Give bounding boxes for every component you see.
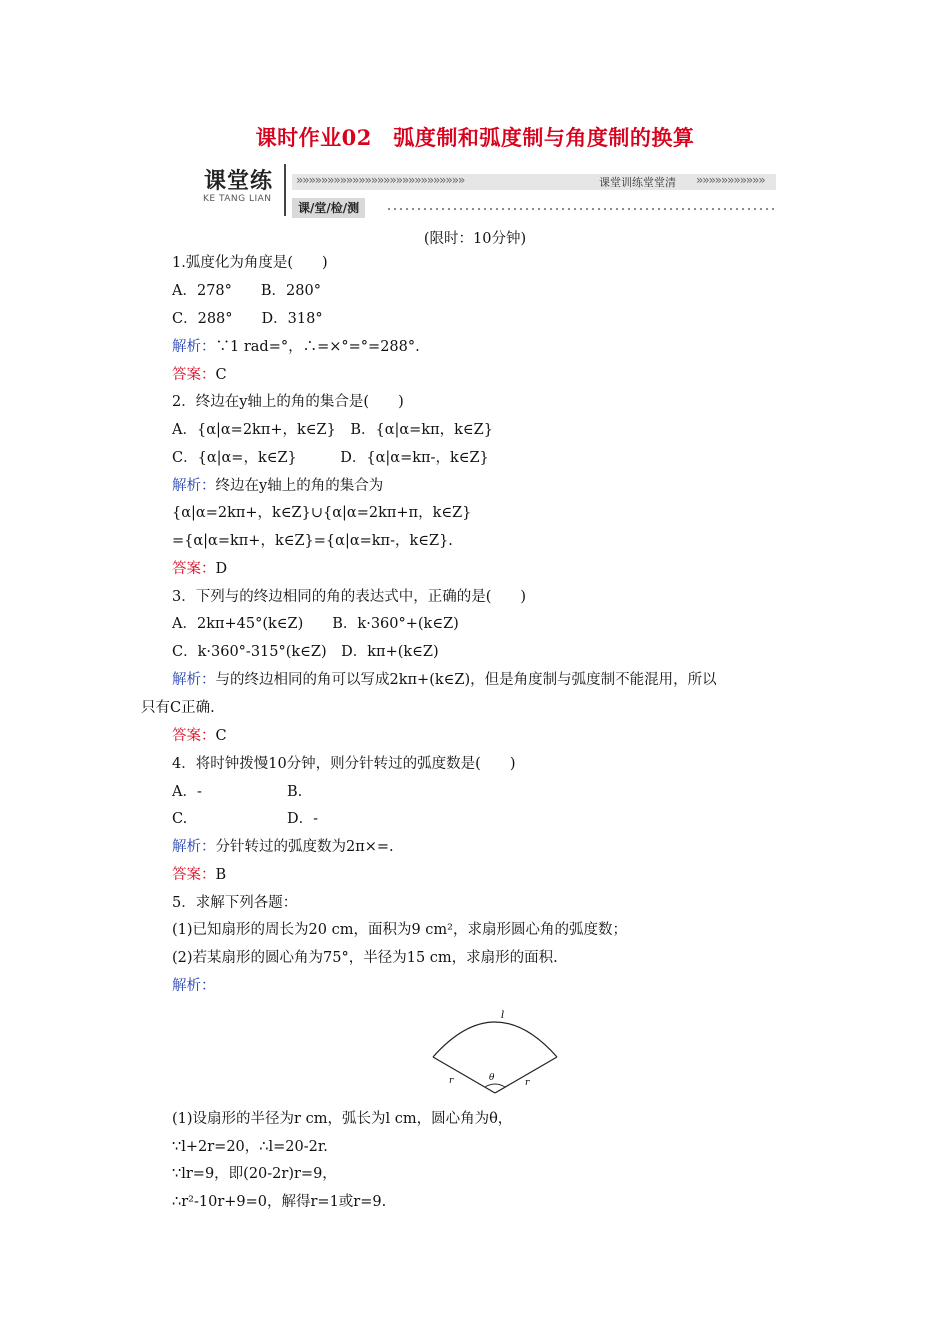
q3-options-cd: C．k·360°-315°(k∈Z) D．kπ+(k∈Z) [172, 644, 439, 660]
q1-answer [172, 365, 227, 385]
sector-right-label: r [525, 1078, 530, 1088]
q4-option-c: C. [172, 811, 188, 827]
banner-arrows-right: »»»»»»»»»»» [696, 173, 765, 187]
time-limit: (限时：10分钟) [423, 231, 527, 247]
banner-logo-sub: KE TANG LIAN [203, 194, 272, 204]
q2-analysis [172, 476, 383, 496]
q4-answer-value: B [215, 867, 227, 883]
q2-analysis-label: 解析： [172, 478, 216, 494]
q2-stem: 2．终边在y轴上的角的集合是( ) [172, 394, 404, 410]
sector-arc [433, 1022, 557, 1057]
q5-solution-1: (1)设扇形的半径为r cm，弧长为l cm，圆心角为θ， [172, 1111, 513, 1127]
q3-analysis-label: 解析： [172, 672, 216, 688]
q5-solution-4: ∴r²-10r+9=0，解得r=1或r=9. [172, 1194, 387, 1210]
q1-answer-value: C [215, 367, 227, 383]
sector-left-label: r [449, 1076, 454, 1086]
q4-option-d: D．- [287, 811, 319, 827]
section-banner [200, 162, 778, 220]
banner-dots [386, 206, 776, 212]
q3-answer [172, 726, 227, 746]
q1-options-ab: A．278° B．280° [172, 283, 321, 299]
q3-analysis-text-2: 只有C正确. [141, 700, 215, 716]
q1-analysis [172, 337, 420, 357]
q2-analysis-text-1: 终边在y轴上的角的集合为 [215, 478, 384, 494]
sector-radius-left [433, 1057, 495, 1093]
q2-analysis-text-2: {α|α=2kπ+，k∈Z}∪{α|α=2kπ+π，k∈Z} [172, 505, 472, 521]
q3-stem: 3．下列与的终边相同的角的表达式中，正确的是( ) [172, 589, 527, 605]
q5-stem: 5．求解下列各题： [172, 895, 298, 911]
q2-answer-value: D [215, 561, 228, 577]
q3-answer-value: C [215, 728, 227, 744]
sector-diagram [425, 1005, 565, 1095]
q4-analysis-label: 解析： [172, 839, 216, 855]
q1-analysis-text: ∵1 rad=°，∴=×°=°=288°. [215, 339, 420, 355]
q4-option-b: B. [287, 784, 303, 800]
sector-angle-label: θ [489, 1073, 495, 1083]
q4-analysis-text: 分针转过的弧度数为2π×=. [215, 839, 394, 855]
q1-analysis-label: 解析： [172, 339, 216, 355]
banner-arrows-left: »»»»»»»»»»»»»»»»»»»»»»»»»»» [296, 173, 465, 187]
q3-options-ab: A．2kπ+45°(k∈Z) B．k·360°+(k∈Z) [172, 616, 459, 632]
q4-answer-label: 答案： [172, 867, 216, 883]
banner-bottom-tab: 课/堂/检/测 [292, 198, 365, 218]
q2-answer [172, 559, 227, 579]
q5-solution-3: ∵lr=9，即(20-2r)r=9， [172, 1166, 337, 1182]
q1-answer-label: 答案： [172, 367, 216, 383]
q4-answer [172, 865, 226, 885]
banner-logo-main: 课堂练 [204, 169, 274, 194]
q2-answer-label: 答案： [172, 561, 216, 577]
q3-analysis [172, 670, 717, 690]
q4-analysis [172, 837, 394, 857]
q2-options-cd: C．{α|α=，k∈Z} D．{α|α=kπ-，k∈Z} [172, 450, 489, 466]
q2-analysis-text-3: ={α|α=kπ+，k∈Z}={α|α=kπ-，k∈Z}. [172, 533, 453, 549]
q1-stem: 1.弧度化为角度是( ) [172, 255, 328, 271]
q5-solution-2: ∵l+2r=20，∴l=20-2r. [172, 1139, 328, 1155]
q3-answer-label: 答案： [172, 728, 216, 744]
q1-options-cd: C．288° D．318° [172, 311, 323, 327]
q3-analysis-text-1: 与的终边相同的角可以写成2kπ+(k∈Z)，但是角度制与弧度制不能混用，所以 [215, 672, 717, 688]
banner-divider [284, 164, 286, 216]
page-title: 课时作业02 弧度制和弧度制与角度制的换算 [255, 125, 695, 150]
q5-part-1: (1)已知扇形的周长为20 cm，面积为9 cm²，求扇形圆心角的弧度数； [172, 922, 627, 938]
q4-stem: 4．将时钟拨慢10分钟，则分针转过的弧度数是( ) [172, 756, 516, 772]
banner-tag-right: 课堂训练堂堂清 [596, 174, 679, 190]
q5-analysis-label: 解析： [172, 978, 216, 994]
q2-options-ab: A．{α|α=2kπ+，k∈Z} B．{α|α=kπ，k∈Z} [172, 422, 493, 438]
sector-angle-mark [485, 1084, 505, 1087]
sector-arc-label: l [501, 1010, 505, 1021]
q5-part-2: (2)若某扇形的圆心角为75°，半径为15 cm，求扇形的面积. [172, 950, 558, 966]
q4-option-a: A．- [172, 784, 202, 800]
